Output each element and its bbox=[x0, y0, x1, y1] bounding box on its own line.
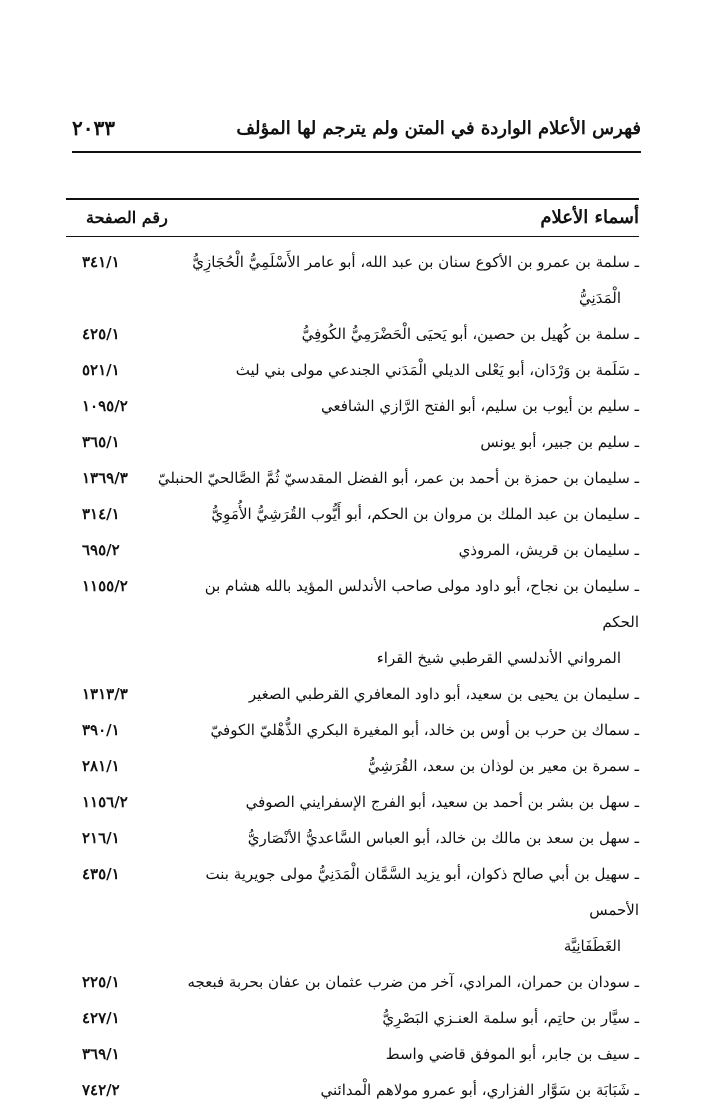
entry-name: ـ سلمة بن كُهيل بن حصين، أبو يَحيَى الْحَضْرَمِيُّ الكُوفِيُّ bbox=[301, 325, 639, 343]
entry-name: ـ سهل بن بشر بن أحمد بن سعيد، أبو الفرج الإسفرايني الصوفي bbox=[245, 793, 639, 811]
index-entry bbox=[0, 856, 703, 964]
header-divider bbox=[72, 151, 641, 153]
entry-name-continuation: المرواني الأندلسي القرطبي شيخ القراء bbox=[376, 649, 621, 667]
entry-name-continuation: الغَطَفَانِيَّة bbox=[563, 937, 621, 955]
entry-name: ـ شَبَابَة بن سَوَّار الفزاري، أبو عمرو مولاهم الْمدائني bbox=[320, 1081, 639, 1099]
entry-page-ref: ٤٣٥/١ bbox=[82, 865, 120, 883]
entry-page-ref: ١٠٩٥/٢ bbox=[82, 397, 128, 415]
entry-page-ref: ٣٩٠/١ bbox=[82, 721, 120, 739]
entry-name: ـ سليم بن جبير، أبو يونس bbox=[480, 433, 639, 451]
entry-name: ـ سهل بن سعد بن مالك بن خالد، أبو العباس السَّاعديُّ الأنْصَاريُّ bbox=[247, 829, 639, 847]
entry-page-ref: ٤٢٥/١ bbox=[82, 325, 120, 343]
index-entry bbox=[0, 712, 703, 748]
entry-page-ref: ١٣١٣/٣ bbox=[82, 685, 128, 703]
entry-page-ref: ٤٢٧/١ bbox=[82, 1009, 120, 1027]
entry-page-ref: ١١٥٦/٢ bbox=[82, 793, 128, 811]
entry-page-ref: ١١٥٥/٢ bbox=[82, 577, 128, 595]
entry-name: ـ سلمة بن عمرو بن الأكوع سنان بن عبد الله، أبو عامر الأَسْلَمِيُّ الْحُجَازِيُّ bbox=[192, 253, 639, 271]
entry-page-ref: ٢٨١/١ bbox=[82, 757, 120, 775]
column-header-names: أسماء الأعلام bbox=[540, 206, 639, 228]
index-entry bbox=[0, 964, 703, 1000]
entry-name: ـ سيَّار بن حاتِم، أبو سلمة العنـزي البَصْرِيُّ bbox=[382, 1009, 639, 1027]
entry-page-ref: ٦٩٥/٢ bbox=[82, 541, 120, 559]
entry-page-ref: ٣١٤/١ bbox=[82, 505, 120, 523]
index-entry bbox=[0, 388, 703, 424]
index-entry bbox=[0, 316, 703, 352]
index-entry bbox=[0, 784, 703, 820]
entry-page-ref: ٣٦٩/١ bbox=[82, 1045, 120, 1063]
index-entry bbox=[0, 748, 703, 784]
index-entry bbox=[0, 460, 703, 496]
entry-name: ـ سمرة بن معير بن لوذان بن سعد، القُرَشِيُّ bbox=[367, 757, 639, 775]
index-entry bbox=[0, 1072, 703, 1108]
table-header-rule bbox=[66, 236, 639, 237]
index-entry bbox=[0, 424, 703, 460]
entry-name: ـ سليمان بن نجاح، أبو داود مولى صاحب الأندلس المؤيد بالله هشام بن الحكم bbox=[204, 577, 639, 631]
index-entry bbox=[0, 568, 703, 676]
index-entry bbox=[0, 352, 703, 388]
entry-page-ref: ٥٢١/١ bbox=[82, 361, 120, 379]
entry-name: ـ سليمان بن عبد الملك بن مروان بن الحكم، أبو أَيُّوب القُرَشِيُّ الأُمَوِيُّ bbox=[211, 505, 639, 523]
index-entry bbox=[0, 1036, 703, 1072]
entry-page-ref: ٣٤١/١ bbox=[82, 253, 120, 271]
running-header bbox=[72, 108, 641, 148]
column-headers bbox=[74, 199, 639, 235]
index-entry bbox=[0, 244, 703, 316]
index-entry bbox=[0, 496, 703, 532]
entry-name: ـ سماك بن حرب بن أوس بن خالد، أبو المغيرة البكري الذُّهْليّ الكوفيّ bbox=[210, 721, 639, 739]
entry-name: ـ سليمان بن يحيى بن سعيد، أبو داود المعافري القرطبي الصغير bbox=[248, 685, 639, 703]
entry-page-ref: ١٣٦٩/٣ bbox=[82, 469, 128, 487]
column-header-page: رقم الصفحة bbox=[86, 207, 168, 227]
entry-name: ـ سليمان بن قريش، المروذي bbox=[458, 541, 639, 559]
entry-name-continuation: الْمَدَنِيُّ bbox=[579, 289, 621, 307]
entry-name: ـ سودان بن حمران، المرادي، آخر من ضرب عثمان بن عفان بحربة فبعجه bbox=[187, 973, 639, 991]
entry-name: ـ سليمان بن حمزة بن أحمد بن عمر، أبو الفضل المقدسيّ ثُمَّ الصَّالحيّ الحنبليّ bbox=[157, 469, 639, 487]
entry-page-ref: ٢١٦/١ bbox=[82, 829, 120, 847]
index-entry bbox=[0, 1000, 703, 1036]
index-entry bbox=[0, 532, 703, 568]
entry-page-ref: ٣٦٥/١ bbox=[82, 433, 120, 451]
entry-page-ref: ٢٢٥/١ bbox=[82, 973, 120, 991]
entry-name: ـ سيف بن جابر، أبو الموفق قاضي واسط bbox=[385, 1045, 639, 1063]
index-entry bbox=[0, 820, 703, 856]
index-entry bbox=[0, 676, 703, 712]
entry-name: ـ سَلَمة بن وَرْدَان، أبو يَعْلى الديلي الْمَدَني الجندعي مولى بني ليث bbox=[235, 361, 639, 379]
running-title: فهرس الأعلام الواردة في المتن ولم يترجم لها المؤلف bbox=[236, 117, 641, 139]
entry-name: ـ سهيل بن أبي صالح ذكوان، أبو يزيد السَّمَّان الْمَدَنِيُّ مولى جويرية بنت الأحمس bbox=[205, 865, 639, 919]
index-entries bbox=[0, 244, 703, 1108]
entry-page-ref: ٧٤٢/٢ bbox=[82, 1081, 120, 1099]
entry-name: ـ سليم بن أيوب بن سليم، أبو الفتح الرَّازي الشافعي bbox=[320, 397, 639, 415]
page-number: ٢٠٣٣ bbox=[72, 116, 115, 140]
